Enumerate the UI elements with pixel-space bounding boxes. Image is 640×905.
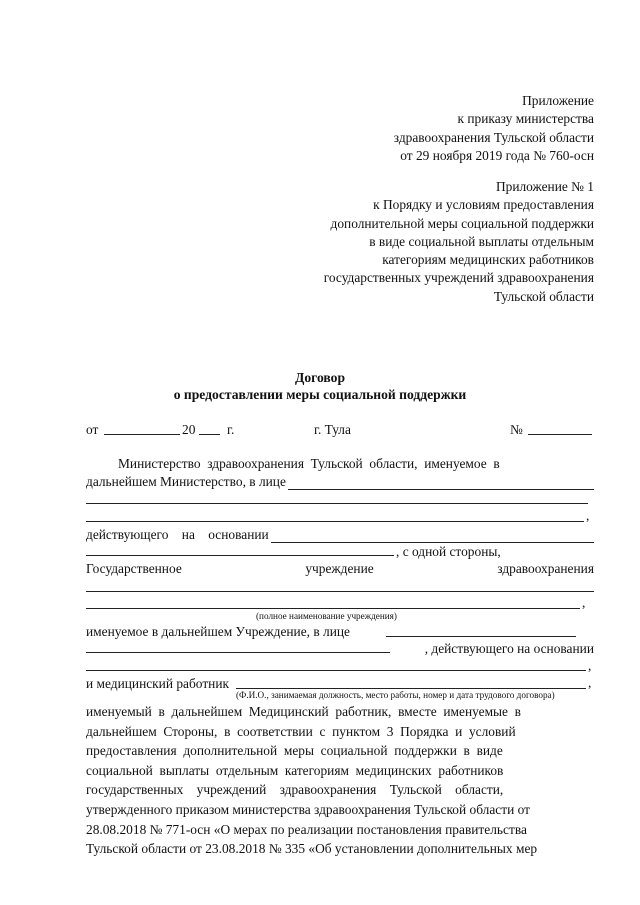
state-institution-row	[86, 561, 594, 577]
one-side-text: , с одной стороны,	[396, 544, 501, 559]
body-paragraph	[86, 702, 595, 859]
state-institution-word-2: учреждение	[305, 561, 374, 576]
state-institution-word-1: Государственное	[86, 561, 182, 576]
annex-line: от 29 ноября 2019 года № 760-осн	[400, 147, 594, 163]
annex-line: к Порядку и условиям предоставления	[373, 197, 594, 213]
acting-basis-row	[86, 527, 594, 543]
body-line	[86, 722, 595, 742]
acting-basis-blank-2[interactable]	[86, 555, 394, 556]
ministry-intro-text: Министерство здравоохранения Тульской области, именуемое в	[118, 456, 500, 471]
body-line	[86, 800, 595, 820]
document-subtitle: о предоставлении меры социальной поддержки	[173, 387, 467, 402]
acting-basis-2-blank[interactable]	[86, 670, 586, 671]
annex-line: дополнительной меры социальной поддержки	[330, 215, 594, 231]
annex-line: Приложение № 1	[495, 179, 594, 194]
institution-representative-blank[interactable]	[386, 636, 576, 637]
ministry-line2-text: дальнейшем Министерство, в лице	[86, 474, 286, 489]
acting-basis-2-text: , действующего на основании	[424, 641, 594, 656]
ministry-intro	[118, 456, 594, 472]
number-blank[interactable]	[528, 434, 592, 435]
body-line-text: утвержденного приказом министерства здравоохранения Тульской области от	[86, 801, 530, 817]
number-sign: №	[510, 422, 523, 437]
comma-mark: ,	[588, 675, 592, 690]
ministry-representative-blank[interactable]	[288, 478, 594, 490]
annex-line: категориям медицинских работников	[382, 252, 594, 268]
ministry-representative-row	[86, 474, 594, 490]
body-line-text: 28.08.2018 № 771-осн «О мерах по реализации постановления правительства	[86, 821, 527, 837]
body-line	[86, 780, 595, 800]
annex-one-header	[324, 178, 594, 306]
acting-basis-text: действующего на основании	[86, 527, 269, 542]
date-blank[interactable]	[104, 434, 180, 435]
institution-blank-2[interactable]	[86, 608, 580, 609]
annex-line: Приложение	[522, 93, 594, 108]
annex-header	[394, 92, 594, 165]
year-suffix: г.	[227, 422, 235, 437]
annex-line: Тульской области	[493, 288, 594, 304]
institution-representative-blank-2[interactable]	[86, 652, 390, 653]
institution-caption: (полное наименование учреждения)	[256, 611, 397, 621]
date-from-label: от	[86, 422, 99, 437]
annex-line: в виде социальной выплаты отдельным	[369, 233, 594, 249]
medical-worker-blank[interactable]	[236, 688, 586, 689]
document-title: Договор	[294, 370, 346, 385]
year-blank[interactable]	[199, 434, 220, 435]
annex-line: здравоохранения Тульской области	[393, 129, 594, 145]
body-line	[86, 820, 595, 840]
body-line	[86, 761, 595, 781]
body-line-text: государственных учреждений здравоохранения Тульской области,	[86, 782, 504, 798]
annex-line: государственных учреждений здравоохранения	[323, 270, 594, 286]
ministry-representative-blank-2[interactable]	[86, 503, 588, 504]
body-line-text: дальнейшем Стороны, в соответствии с пунктом 3 Порядка и условий	[86, 723, 516, 739]
body-line-text: социальной выплаты отдельным категориям медицинских работников	[86, 762, 504, 778]
institution-blank-1[interactable]	[86, 591, 594, 592]
body-line	[86, 702, 595, 722]
city-label: г. Тула	[314, 422, 351, 437]
body-line-text: предоставления дополнительной меры социальной поддержки в виде	[86, 743, 503, 759]
body-line-text: именуемый в дальнейшем Медицинский работник, вместе именуемые в	[86, 704, 521, 719]
body-line	[86, 741, 595, 761]
comma-mark: ,	[588, 658, 592, 673]
comma-mark: ,	[586, 508, 590, 523]
worker-caption: (Ф.И.О., занимаемая должность, место работы, номер и дата трудового договора)	[236, 690, 555, 700]
body-line-text: Тульской области от 23.08.2018 № 335 «Об установлении дополнительных мер	[86, 841, 538, 857]
annex-line: к приказу министерства	[457, 111, 594, 127]
acting-basis-blank[interactable]	[271, 531, 594, 543]
ministry-representative-blank-3[interactable]	[86, 521, 584, 522]
body-line	[86, 839, 595, 859]
medical-worker-text: и медицинский работник	[86, 676, 230, 691]
comma-mark: ,	[582, 595, 586, 610]
institution-named-text: именуемое в дальнейшем Учреждение, в лице	[86, 624, 350, 639]
state-institution-word-3: здравоохранения	[497, 561, 594, 576]
year-prefix: 20	[182, 422, 196, 437]
